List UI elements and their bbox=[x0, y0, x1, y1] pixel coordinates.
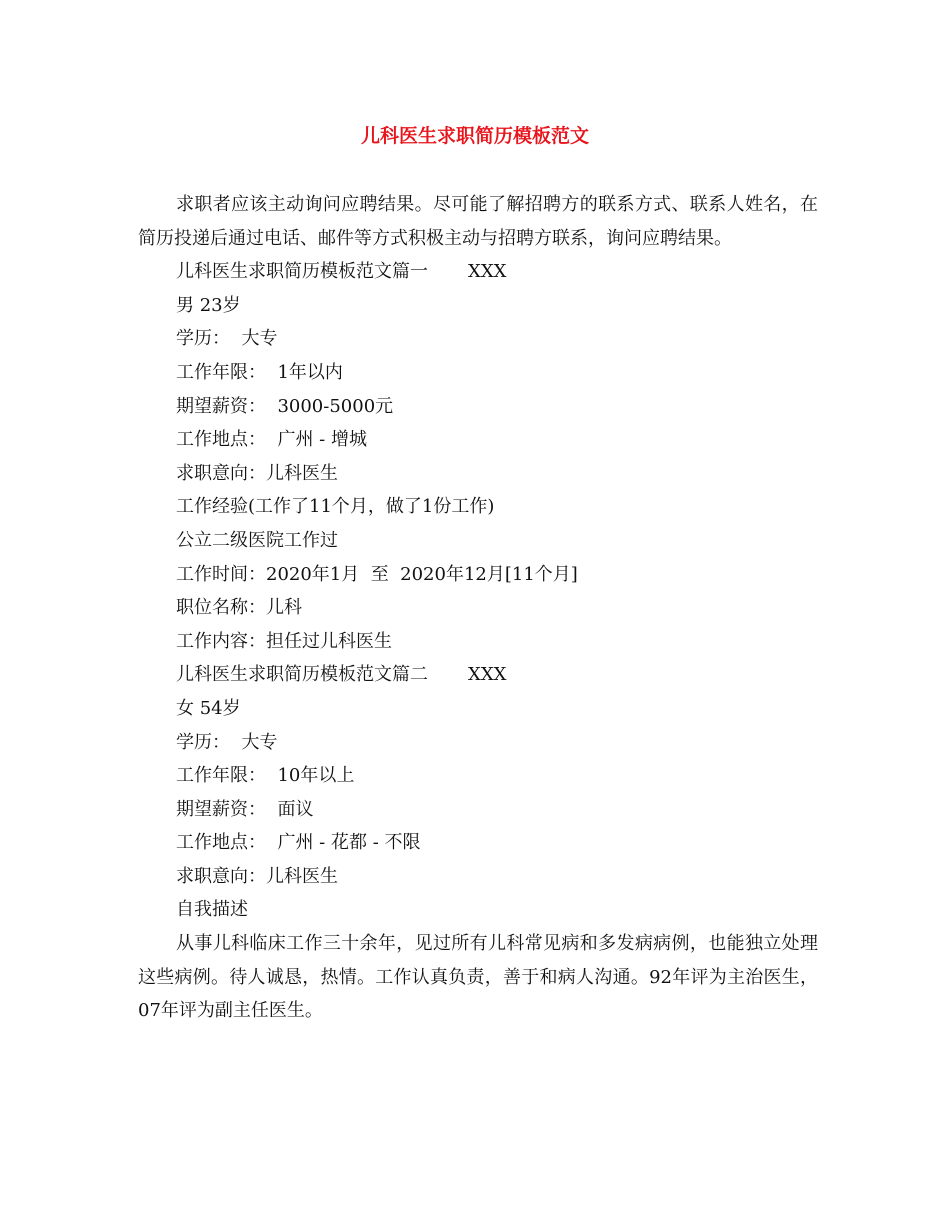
resume1-gender-age: 男 23岁 bbox=[176, 294, 241, 316]
resume1-education: 学历： 大专 bbox=[176, 328, 278, 350]
document-body bbox=[138, 188, 818, 1028]
resume2-self-description: 从事儿科临床工作三十余年，见过所有儿科常见病和多发病病例，也能独立处理这些病例。待人诚恳，热情。工作认真负责，善于和病人沟通。92年评为主治医生，07年评为副主任医生。 bbox=[138, 933, 818, 1022]
resume1-experience: 工作经验(工作了11个月，做了1份工作) bbox=[176, 496, 495, 518]
resume2-self-heading: 自我描述 bbox=[176, 899, 248, 921]
resume2-gender-age: 女 54岁 bbox=[176, 697, 241, 719]
resume2-intention: 求职意向：儿科医生 bbox=[176, 865, 338, 887]
resume2-salary: 期望薪资： 面议 bbox=[176, 798, 314, 820]
resume2-location: 工作地点： 广州 - 花都 - 不限 bbox=[176, 832, 421, 854]
resume1-heading: 儿科医生求职简历模板范文篇一 XXX bbox=[176, 261, 507, 283]
resume2-heading: 儿科医生求职简历模板范文篇二 XXX bbox=[176, 664, 507, 686]
resume1-location: 工作地点： 广州 - 增城 bbox=[176, 429, 367, 451]
resume2-education: 学历： 大专 bbox=[176, 731, 278, 753]
resume1-period: 工作时间：2020年1月 至 2020年12月[11个月] bbox=[176, 563, 578, 585]
resume2-years: 工作年限： 10年以上 bbox=[176, 765, 355, 787]
resume1-salary: 期望薪资： 3000-5000元 bbox=[176, 395, 394, 417]
intro-paragraph: 求职者应该主动询问应聘结果。尽可能了解招聘方的联系方式、联系人姓名，在简历投递后通过电话、邮件等方式积极主动与招聘方联系，询问应聘结果。 bbox=[138, 194, 818, 249]
resume1-position: 职位名称：儿科 bbox=[176, 597, 302, 619]
resume1-employer: 公立二级医院工作过 bbox=[176, 529, 338, 551]
resume1-years: 工作年限： 1年以内 bbox=[176, 361, 343, 383]
resume1-content: 工作内容：担任过儿科医生 bbox=[176, 630, 392, 652]
resume1-intention: 求职意向：儿科医生 bbox=[176, 462, 338, 484]
document-title: 儿科医生求职简历模板范文 bbox=[360, 125, 589, 147]
